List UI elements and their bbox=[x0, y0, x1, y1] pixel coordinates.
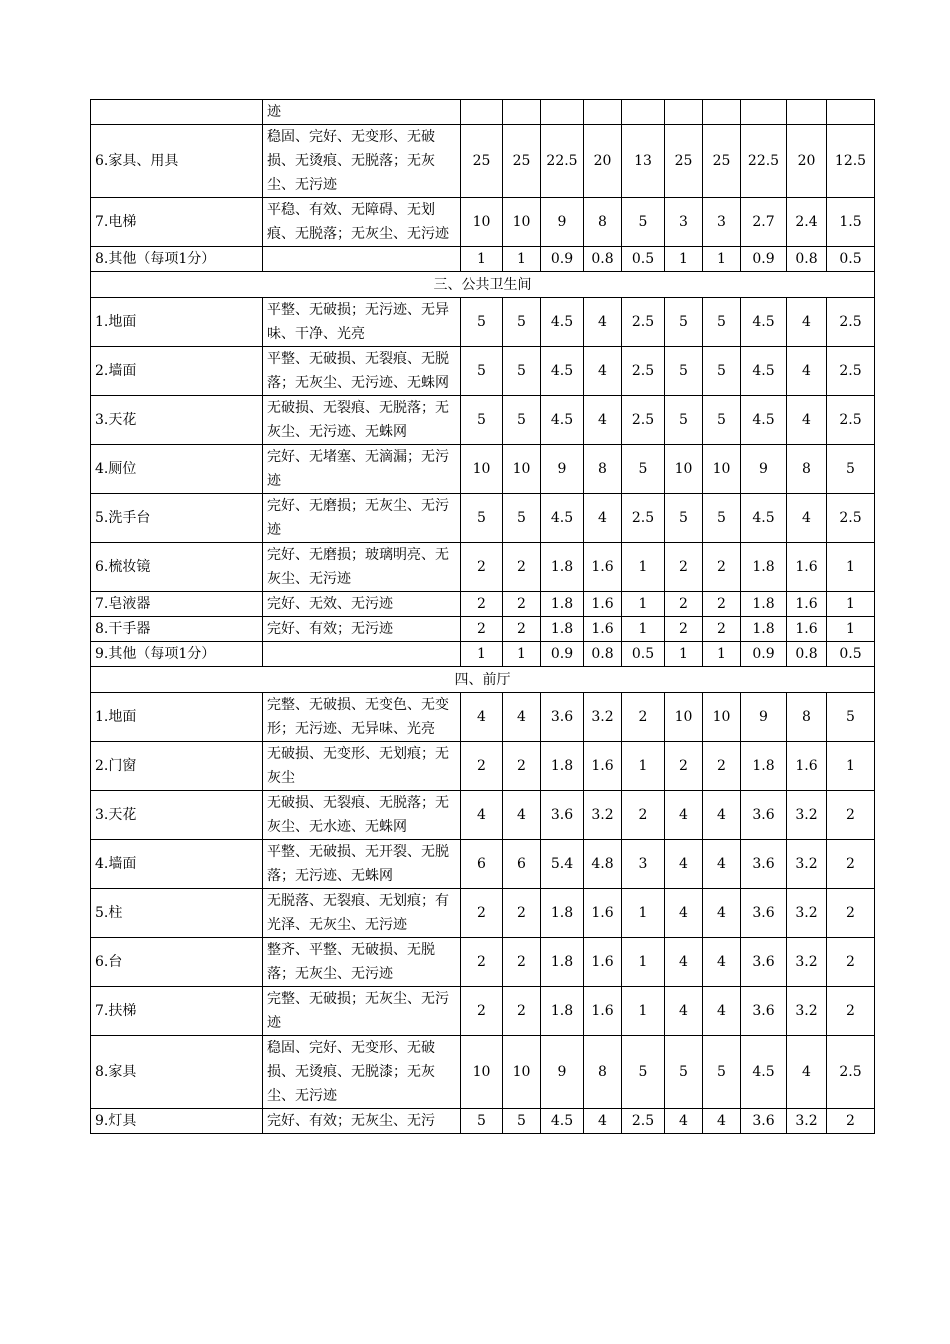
score-cell: 0.8 bbox=[584, 642, 622, 667]
score-cell: 4 bbox=[665, 791, 703, 840]
score-cell: 1.8 bbox=[741, 742, 787, 791]
score-cell: 1.6 bbox=[787, 543, 827, 592]
criteria-cell: 平整、无破损；无污迹、无异味、干净、光亮 bbox=[263, 298, 461, 347]
score-cell: 4 bbox=[584, 1109, 622, 1134]
score-cell: 2 bbox=[827, 889, 875, 938]
score-cell: 5 bbox=[665, 396, 703, 445]
score-cell: 2.5 bbox=[827, 494, 875, 543]
score-cell: 25 bbox=[503, 125, 541, 198]
score-cell: 4 bbox=[703, 840, 741, 889]
score-cell: 4.5 bbox=[741, 298, 787, 347]
score-cell: 5 bbox=[703, 396, 741, 445]
score-cell: 1.5 bbox=[827, 198, 875, 247]
score-cell: 5 bbox=[827, 445, 875, 494]
score-cell: 2 bbox=[703, 742, 741, 791]
score-cell: 1 bbox=[827, 592, 875, 617]
score-cell: 8 bbox=[787, 445, 827, 494]
criteria-cell bbox=[263, 247, 461, 272]
score-cell: 1 bbox=[622, 617, 665, 642]
table-row bbox=[91, 592, 875, 617]
score-cell: 2 bbox=[827, 987, 875, 1036]
score-cell: 5 bbox=[503, 1109, 541, 1134]
score-cell: 5 bbox=[665, 347, 703, 396]
criteria-cell: 无破损、无裂痕、无脱落；无灰尘、无污迹、无蛛网 bbox=[263, 396, 461, 445]
score-cell: 3 bbox=[622, 840, 665, 889]
score-cell: 9 bbox=[541, 445, 584, 494]
score-cell: 4 bbox=[787, 494, 827, 543]
score-cell: 0.5 bbox=[622, 247, 665, 272]
score-table bbox=[90, 99, 875, 1134]
score-cell: 5 bbox=[703, 1036, 741, 1109]
score-cell: 4 bbox=[503, 791, 541, 840]
score-cell: 2 bbox=[665, 592, 703, 617]
score-cell: 2 bbox=[827, 938, 875, 987]
score-cell: 1 bbox=[503, 642, 541, 667]
score-cell: 8 bbox=[584, 445, 622, 494]
score-cell: 1.8 bbox=[541, 543, 584, 592]
score-cell: 8 bbox=[584, 198, 622, 247]
score-cell: 4 bbox=[665, 938, 703, 987]
item-name-cell: 4.墙面 bbox=[91, 840, 263, 889]
score-cell: 3.6 bbox=[741, 889, 787, 938]
score-cell: 5 bbox=[703, 494, 741, 543]
score-cell: 5 bbox=[827, 693, 875, 742]
item-name-cell: 4.厕位 bbox=[91, 445, 263, 494]
score-cell: 2 bbox=[461, 938, 503, 987]
score-cell: 5 bbox=[622, 1036, 665, 1109]
score-table-body bbox=[91, 100, 875, 1134]
item-name-cell: 6.梳妆镜 bbox=[91, 543, 263, 592]
score-cell: 5 bbox=[622, 445, 665, 494]
table-row bbox=[91, 791, 875, 840]
section-header-row bbox=[91, 272, 875, 298]
score-cell: 1.6 bbox=[787, 592, 827, 617]
score-cell: 10 bbox=[461, 198, 503, 247]
score-cell: 1.6 bbox=[584, 938, 622, 987]
table-row bbox=[91, 198, 875, 247]
score-cell: 5 bbox=[665, 298, 703, 347]
score-cell: 3.2 bbox=[584, 693, 622, 742]
score-cell bbox=[503, 100, 541, 125]
score-cell bbox=[741, 100, 787, 125]
score-cell: 0.9 bbox=[741, 642, 787, 667]
score-cell: 3.2 bbox=[787, 791, 827, 840]
score-cell: 5 bbox=[703, 298, 741, 347]
score-cell: 4 bbox=[787, 298, 827, 347]
item-name-cell: 8.家具 bbox=[91, 1036, 263, 1109]
score-cell: 2 bbox=[461, 592, 503, 617]
score-cell: 2.5 bbox=[827, 1036, 875, 1109]
score-cell: 4 bbox=[703, 791, 741, 840]
item-name-cell: 8.其他（每项1分） bbox=[91, 247, 263, 272]
score-cell bbox=[703, 100, 741, 125]
item-name-cell: 2.墙面 bbox=[91, 347, 263, 396]
criteria-cell: 平稳、有效、无障碍、无划痕、无脱落；无灰尘、无污迹 bbox=[263, 198, 461, 247]
score-cell: 2 bbox=[503, 742, 541, 791]
criteria-cell: 完整、无破损；无灰尘、无污迹 bbox=[263, 987, 461, 1036]
criteria-cell: 无破损、无裂痕、无脱落；无灰尘、无水迹、无蛛网 bbox=[263, 791, 461, 840]
score-cell: 6 bbox=[503, 840, 541, 889]
score-cell: 0.8 bbox=[787, 642, 827, 667]
score-cell: 5 bbox=[461, 494, 503, 543]
score-cell: 2.4 bbox=[787, 198, 827, 247]
score-cell: 4 bbox=[703, 938, 741, 987]
score-cell: 1 bbox=[665, 642, 703, 667]
score-cell: 2 bbox=[503, 617, 541, 642]
criteria-cell: 稳固、完好、无变形、无破损、无烫痕、无脱落；无灰尘、无污迹 bbox=[263, 125, 461, 198]
score-cell: 0.5 bbox=[622, 642, 665, 667]
criteria-cell: 迹 bbox=[263, 100, 461, 125]
score-cell: 4 bbox=[787, 396, 827, 445]
table-row bbox=[91, 1036, 875, 1109]
score-cell: 4 bbox=[584, 347, 622, 396]
score-cell: 4 bbox=[461, 791, 503, 840]
score-cell: 9 bbox=[741, 693, 787, 742]
table-row bbox=[91, 642, 875, 667]
score-cell: 4.5 bbox=[541, 1109, 584, 1134]
score-cell: 2 bbox=[622, 791, 665, 840]
score-cell: 4.5 bbox=[541, 298, 584, 347]
score-cell: 3.2 bbox=[787, 889, 827, 938]
score-cell: 4 bbox=[787, 1036, 827, 1109]
score-cell: 5 bbox=[503, 494, 541, 543]
score-cell: 2 bbox=[503, 987, 541, 1036]
score-cell: 1.8 bbox=[541, 889, 584, 938]
score-cell: 2 bbox=[703, 617, 741, 642]
score-cell: 3.6 bbox=[541, 693, 584, 742]
item-name-cell: 6.家具、用具 bbox=[91, 125, 263, 198]
score-cell: 5 bbox=[703, 347, 741, 396]
score-cell: 2 bbox=[703, 592, 741, 617]
score-cell: 2 bbox=[503, 592, 541, 617]
table-row bbox=[91, 889, 875, 938]
criteria-cell: 完好、无磨损；无灰尘、无污迹 bbox=[263, 494, 461, 543]
criteria-cell: 完好、无效、无污迹 bbox=[263, 592, 461, 617]
item-name-cell bbox=[91, 100, 263, 125]
score-cell: 5 bbox=[665, 494, 703, 543]
score-cell: 2 bbox=[461, 987, 503, 1036]
table-row bbox=[91, 125, 875, 198]
score-cell: 1.8 bbox=[541, 938, 584, 987]
score-cell: 5 bbox=[461, 1109, 503, 1134]
score-cell: 0.8 bbox=[787, 247, 827, 272]
score-cell: 2.7 bbox=[741, 198, 787, 247]
score-cell: 1 bbox=[461, 247, 503, 272]
score-cell: 2 bbox=[461, 543, 503, 592]
table-row bbox=[91, 494, 875, 543]
score-cell: 2 bbox=[461, 617, 503, 642]
score-cell: 6 bbox=[461, 840, 503, 889]
section-header-row bbox=[91, 667, 875, 693]
section-title: 三、公共卫生间 bbox=[91, 272, 875, 298]
table-row bbox=[91, 445, 875, 494]
score-cell: 5 bbox=[461, 298, 503, 347]
criteria-cell: 完好、有效；无灰尘、无污 bbox=[263, 1109, 461, 1134]
score-cell: 10 bbox=[461, 1036, 503, 1109]
item-name-cell: 7.皂液器 bbox=[91, 592, 263, 617]
score-cell: 9 bbox=[541, 1036, 584, 1109]
score-cell: 4 bbox=[703, 889, 741, 938]
score-cell: 4 bbox=[703, 1109, 741, 1134]
criteria-cell: 无脱落、无裂痕、无划痕；有光泽、无灰尘、无污迹 bbox=[263, 889, 461, 938]
score-cell: 1 bbox=[622, 938, 665, 987]
score-cell: 2 bbox=[827, 791, 875, 840]
score-cell: 1.6 bbox=[584, 543, 622, 592]
score-cell bbox=[461, 100, 503, 125]
item-name-cell: 7.扶梯 bbox=[91, 987, 263, 1036]
table-row bbox=[91, 100, 875, 125]
score-cell: 4 bbox=[503, 693, 541, 742]
table-row bbox=[91, 840, 875, 889]
score-cell: 0.5 bbox=[827, 247, 875, 272]
score-cell: 4 bbox=[703, 987, 741, 1036]
score-cell: 0.8 bbox=[584, 247, 622, 272]
score-cell bbox=[827, 100, 875, 125]
score-cell: 10 bbox=[665, 445, 703, 494]
score-cell: 1.6 bbox=[584, 987, 622, 1036]
score-cell bbox=[584, 100, 622, 125]
score-cell: 9 bbox=[541, 198, 584, 247]
score-cell: 22.5 bbox=[541, 125, 584, 198]
score-cell: 3.2 bbox=[787, 987, 827, 1036]
score-cell: 10 bbox=[665, 693, 703, 742]
score-cell: 2 bbox=[461, 889, 503, 938]
criteria-cell: 完整、无破损、无变色、无变形；无污迹、无异味、光亮 bbox=[263, 693, 461, 742]
score-cell: 2 bbox=[503, 543, 541, 592]
score-cell: 1 bbox=[622, 987, 665, 1036]
score-cell: 2.5 bbox=[622, 396, 665, 445]
score-cell: 12.5 bbox=[827, 125, 875, 198]
score-cell: 8 bbox=[584, 1036, 622, 1109]
score-cell: 4 bbox=[665, 987, 703, 1036]
score-cell: 2.5 bbox=[827, 396, 875, 445]
table-row bbox=[91, 987, 875, 1036]
score-cell: 20 bbox=[787, 125, 827, 198]
score-cell: 1 bbox=[622, 543, 665, 592]
score-cell: 2.5 bbox=[827, 347, 875, 396]
table-row bbox=[91, 396, 875, 445]
score-cell: 5 bbox=[503, 396, 541, 445]
score-cell bbox=[622, 100, 665, 125]
score-cell: 4 bbox=[665, 1109, 703, 1134]
score-cell: 5 bbox=[503, 298, 541, 347]
score-cell: 2 bbox=[665, 742, 703, 791]
score-cell: 1 bbox=[622, 889, 665, 938]
score-cell: 4.5 bbox=[741, 396, 787, 445]
score-cell: 25 bbox=[665, 125, 703, 198]
score-cell: 2.5 bbox=[622, 298, 665, 347]
score-cell: 5.4 bbox=[541, 840, 584, 889]
score-cell: 10 bbox=[461, 445, 503, 494]
score-cell: 1.8 bbox=[541, 742, 584, 791]
score-cell: 2 bbox=[461, 742, 503, 791]
table-row bbox=[91, 347, 875, 396]
table-row bbox=[91, 693, 875, 742]
criteria-cell: 无破损、无变形、无划痕；无灰尘 bbox=[263, 742, 461, 791]
score-cell: 1.8 bbox=[541, 592, 584, 617]
item-name-cell: 6.台 bbox=[91, 938, 263, 987]
score-cell: 3.2 bbox=[787, 938, 827, 987]
score-cell: 1.6 bbox=[584, 592, 622, 617]
score-cell: 2.5 bbox=[622, 1109, 665, 1134]
score-cell: 2 bbox=[503, 889, 541, 938]
score-cell: 20 bbox=[584, 125, 622, 198]
score-cell: 5 bbox=[461, 347, 503, 396]
criteria-cell: 整齐、平整、无破损、无脱落；无灰尘、无污迹 bbox=[263, 938, 461, 987]
score-cell: 22.5 bbox=[741, 125, 787, 198]
score-cell: 13 bbox=[622, 125, 665, 198]
score-cell: 5 bbox=[461, 396, 503, 445]
criteria-cell bbox=[263, 642, 461, 667]
score-cell: 1 bbox=[503, 247, 541, 272]
score-cell: 0.9 bbox=[541, 247, 584, 272]
score-cell: 1 bbox=[703, 642, 741, 667]
score-cell: 1.6 bbox=[584, 742, 622, 791]
score-cell: 2 bbox=[827, 840, 875, 889]
item-name-cell: 3.天花 bbox=[91, 396, 263, 445]
score-cell: 2 bbox=[665, 617, 703, 642]
score-cell: 4.5 bbox=[541, 347, 584, 396]
score-cell bbox=[665, 100, 703, 125]
item-name-cell: 3.天花 bbox=[91, 791, 263, 840]
score-cell: 1 bbox=[827, 543, 875, 592]
score-cell: 3.6 bbox=[741, 987, 787, 1036]
item-name-cell: 5.柱 bbox=[91, 889, 263, 938]
score-cell: 1.6 bbox=[787, 617, 827, 642]
item-name-cell: 1.地面 bbox=[91, 693, 263, 742]
score-cell: 2.5 bbox=[827, 298, 875, 347]
criteria-cell: 平整、无破损、无开裂、无脱落；无污迹、无蛛网 bbox=[263, 840, 461, 889]
item-name-cell: 9.其他（每项1分） bbox=[91, 642, 263, 667]
score-cell: 2 bbox=[503, 938, 541, 987]
score-cell: 0.5 bbox=[827, 642, 875, 667]
table-row bbox=[91, 1109, 875, 1134]
score-cell: 1.8 bbox=[741, 617, 787, 642]
score-cell: 4 bbox=[584, 298, 622, 347]
score-cell: 10 bbox=[703, 693, 741, 742]
score-cell: 1 bbox=[703, 247, 741, 272]
score-cell: 3 bbox=[703, 198, 741, 247]
score-cell: 3.2 bbox=[584, 791, 622, 840]
score-cell: 4 bbox=[787, 347, 827, 396]
score-cell: 4.5 bbox=[541, 494, 584, 543]
score-cell: 2 bbox=[622, 693, 665, 742]
score-cell: 10 bbox=[503, 1036, 541, 1109]
score-cell: 25 bbox=[461, 125, 503, 198]
score-cell: 1.8 bbox=[541, 987, 584, 1036]
table-row bbox=[91, 742, 875, 791]
score-cell: 3.6 bbox=[741, 938, 787, 987]
score-cell: 4 bbox=[665, 840, 703, 889]
score-cell: 4 bbox=[461, 693, 503, 742]
table-row bbox=[91, 298, 875, 347]
score-cell: 4 bbox=[665, 889, 703, 938]
score-cell: 4.8 bbox=[584, 840, 622, 889]
score-cell: 1.8 bbox=[741, 592, 787, 617]
score-cell: 4.5 bbox=[741, 494, 787, 543]
score-cell: 4 bbox=[584, 494, 622, 543]
score-cell bbox=[541, 100, 584, 125]
score-cell: 4.5 bbox=[541, 396, 584, 445]
score-cell: 1 bbox=[622, 742, 665, 791]
criteria-cell: 完好、有效；无污迹 bbox=[263, 617, 461, 642]
score-cell: 2.5 bbox=[622, 347, 665, 396]
table-row bbox=[91, 938, 875, 987]
score-cell: 1.8 bbox=[541, 617, 584, 642]
score-cell: 1.8 bbox=[741, 543, 787, 592]
score-cell: 5 bbox=[665, 1036, 703, 1109]
score-cell: 2.5 bbox=[622, 494, 665, 543]
score-cell: 1 bbox=[827, 742, 875, 791]
score-cell: 25 bbox=[703, 125, 741, 198]
score-cell: 2 bbox=[665, 543, 703, 592]
criteria-cell: 稳固、完好、无变形、无破损、无烫痕、无脱漆；无灰尘、无污迹 bbox=[263, 1036, 461, 1109]
score-cell: 10 bbox=[503, 445, 541, 494]
score-cell: 9 bbox=[741, 445, 787, 494]
score-cell: 1 bbox=[622, 592, 665, 617]
score-cell: 3 bbox=[665, 198, 703, 247]
score-cell: 0.9 bbox=[541, 642, 584, 667]
score-cell: 3.2 bbox=[787, 840, 827, 889]
score-cell: 1.6 bbox=[787, 742, 827, 791]
table-row bbox=[91, 617, 875, 642]
table-row bbox=[91, 247, 875, 272]
score-cell: 3.6 bbox=[741, 791, 787, 840]
score-cell: 3.6 bbox=[741, 1109, 787, 1134]
score-cell: 10 bbox=[503, 198, 541, 247]
section-title: 四、前厅 bbox=[91, 667, 875, 693]
criteria-cell: 完好、无堵塞、无滴漏；无污迹 bbox=[263, 445, 461, 494]
score-cell: 10 bbox=[703, 445, 741, 494]
score-cell: 1 bbox=[665, 247, 703, 272]
score-cell: 3.6 bbox=[541, 791, 584, 840]
score-cell: 8 bbox=[787, 693, 827, 742]
item-name-cell: 2.门窗 bbox=[91, 742, 263, 791]
item-name-cell: 9.灯具 bbox=[91, 1109, 263, 1134]
score-cell: 4 bbox=[584, 396, 622, 445]
score-cell: 0.9 bbox=[741, 247, 787, 272]
score-cell: 3.2 bbox=[787, 1109, 827, 1134]
score-cell: 1.6 bbox=[584, 617, 622, 642]
score-cell: 4.5 bbox=[741, 347, 787, 396]
item-name-cell: 8.干手器 bbox=[91, 617, 263, 642]
score-cell: 1 bbox=[827, 617, 875, 642]
item-name-cell: 7.电梯 bbox=[91, 198, 263, 247]
score-cell: 2 bbox=[703, 543, 741, 592]
score-cell: 1.6 bbox=[584, 889, 622, 938]
criteria-cell: 完好、无磨损；玻璃明亮、无灰尘、无污迹 bbox=[263, 543, 461, 592]
score-cell: 3.6 bbox=[741, 840, 787, 889]
score-cell: 1 bbox=[461, 642, 503, 667]
item-name-cell: 1.地面 bbox=[91, 298, 263, 347]
item-name-cell: 5.洗手台 bbox=[91, 494, 263, 543]
score-cell: 4.5 bbox=[741, 1036, 787, 1109]
score-cell bbox=[787, 100, 827, 125]
score-cell: 2 bbox=[827, 1109, 875, 1134]
score-cell: 5 bbox=[503, 347, 541, 396]
criteria-cell: 平整、无破损、无裂痕、无脱落；无灰尘、无污迹、无蛛网 bbox=[263, 347, 461, 396]
score-cell: 5 bbox=[622, 198, 665, 247]
table-row bbox=[91, 543, 875, 592]
